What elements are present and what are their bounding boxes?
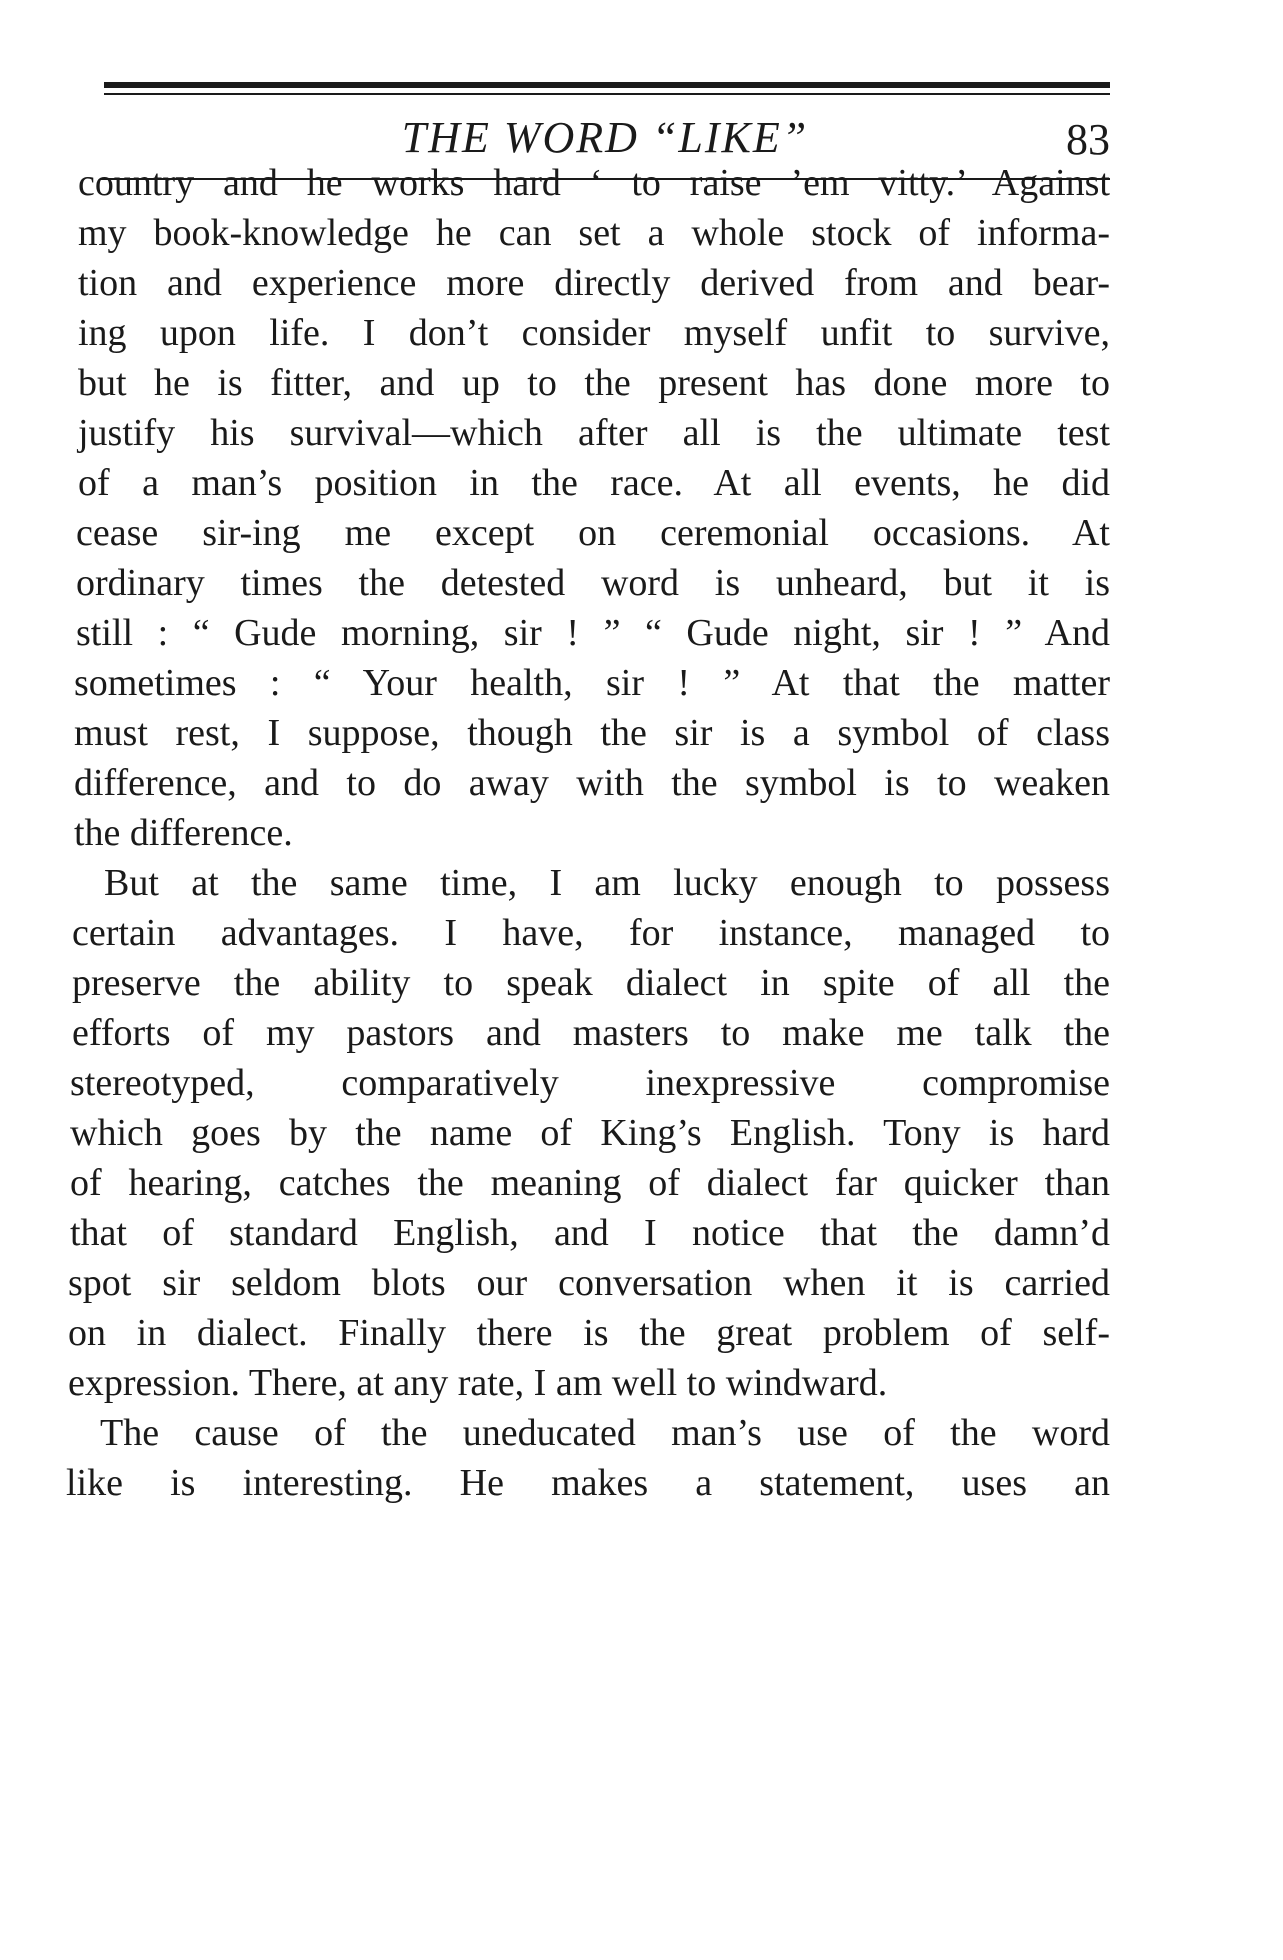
text-line: spot sir seldom blots our conversation when it is carried [68, 1262, 1110, 1304]
text-line: efforts of my pastors and masters to make me talk the [72, 1012, 1110, 1054]
text-line: justify his survival—which after all is the ultimate test [78, 412, 1110, 454]
text-line: the difference. [74, 812, 293, 854]
page-number: 83 [1066, 115, 1110, 164]
text-line: but he is fitter, and up to the present has done more to [78, 362, 1110, 404]
text-line: country and he works hard ‘ to raise ’em vitty.’ Against [78, 162, 1110, 204]
text-line: sometimes : “ Your health, sir ! ” At that the matter [74, 662, 1110, 704]
text-line: that of standard English, and I notice that the damn’d [70, 1212, 1110, 1254]
text-line: must rest, I suppose, though the sir is a symbol of class [74, 712, 1110, 754]
text-line: of a man’s position in the race. At all events, he did [78, 462, 1110, 504]
text-line: on in dialect. Finally there is the great problem of self- [68, 1312, 1110, 1354]
text-line: But at the same time, I am lucky enough to possess [104, 862, 1110, 904]
text-line: tion and experience more directly derived from and bear- [78, 262, 1110, 304]
text-line: cease sir-ing me except on ceremonial occasions. At [76, 512, 1110, 554]
text-line: like is interesting. He makes a statement, uses an [66, 1462, 1110, 1504]
text-line: my book-knowledge he can set a whole stock of informa- [78, 212, 1110, 254]
text-line: of hearing, catches the meaning of dialect far quicker than [70, 1162, 1110, 1204]
running-title: THE WORD “LIKE” [401, 113, 809, 162]
text-line: stereotyped, comparatively inexpressive compromise [70, 1062, 1110, 1104]
text-line: certain advantages. I have, for instance, managed to [72, 912, 1110, 954]
text-line: ing upon life. I don’t consider myself unfit to survive, [78, 312, 1110, 354]
text-line: which goes by the name of King’s English. Tony is hard [70, 1112, 1110, 1154]
text-line: preserve the ability to speak dialect in spite of all the [72, 962, 1110, 1004]
text-line: The cause of the uneducated man’s use of the word [100, 1412, 1110, 1454]
text-line: still : “ Gude morning, sir ! ” “ Gude night, sir ! ” And [76, 612, 1110, 654]
text-line: ordinary times the detested word is unheard, but it is [76, 562, 1110, 604]
text-line: expression. There, at any rate, I am well to windward. [68, 1362, 888, 1404]
text-line: difference, and to do away with the symbol is to weaken [74, 762, 1110, 804]
